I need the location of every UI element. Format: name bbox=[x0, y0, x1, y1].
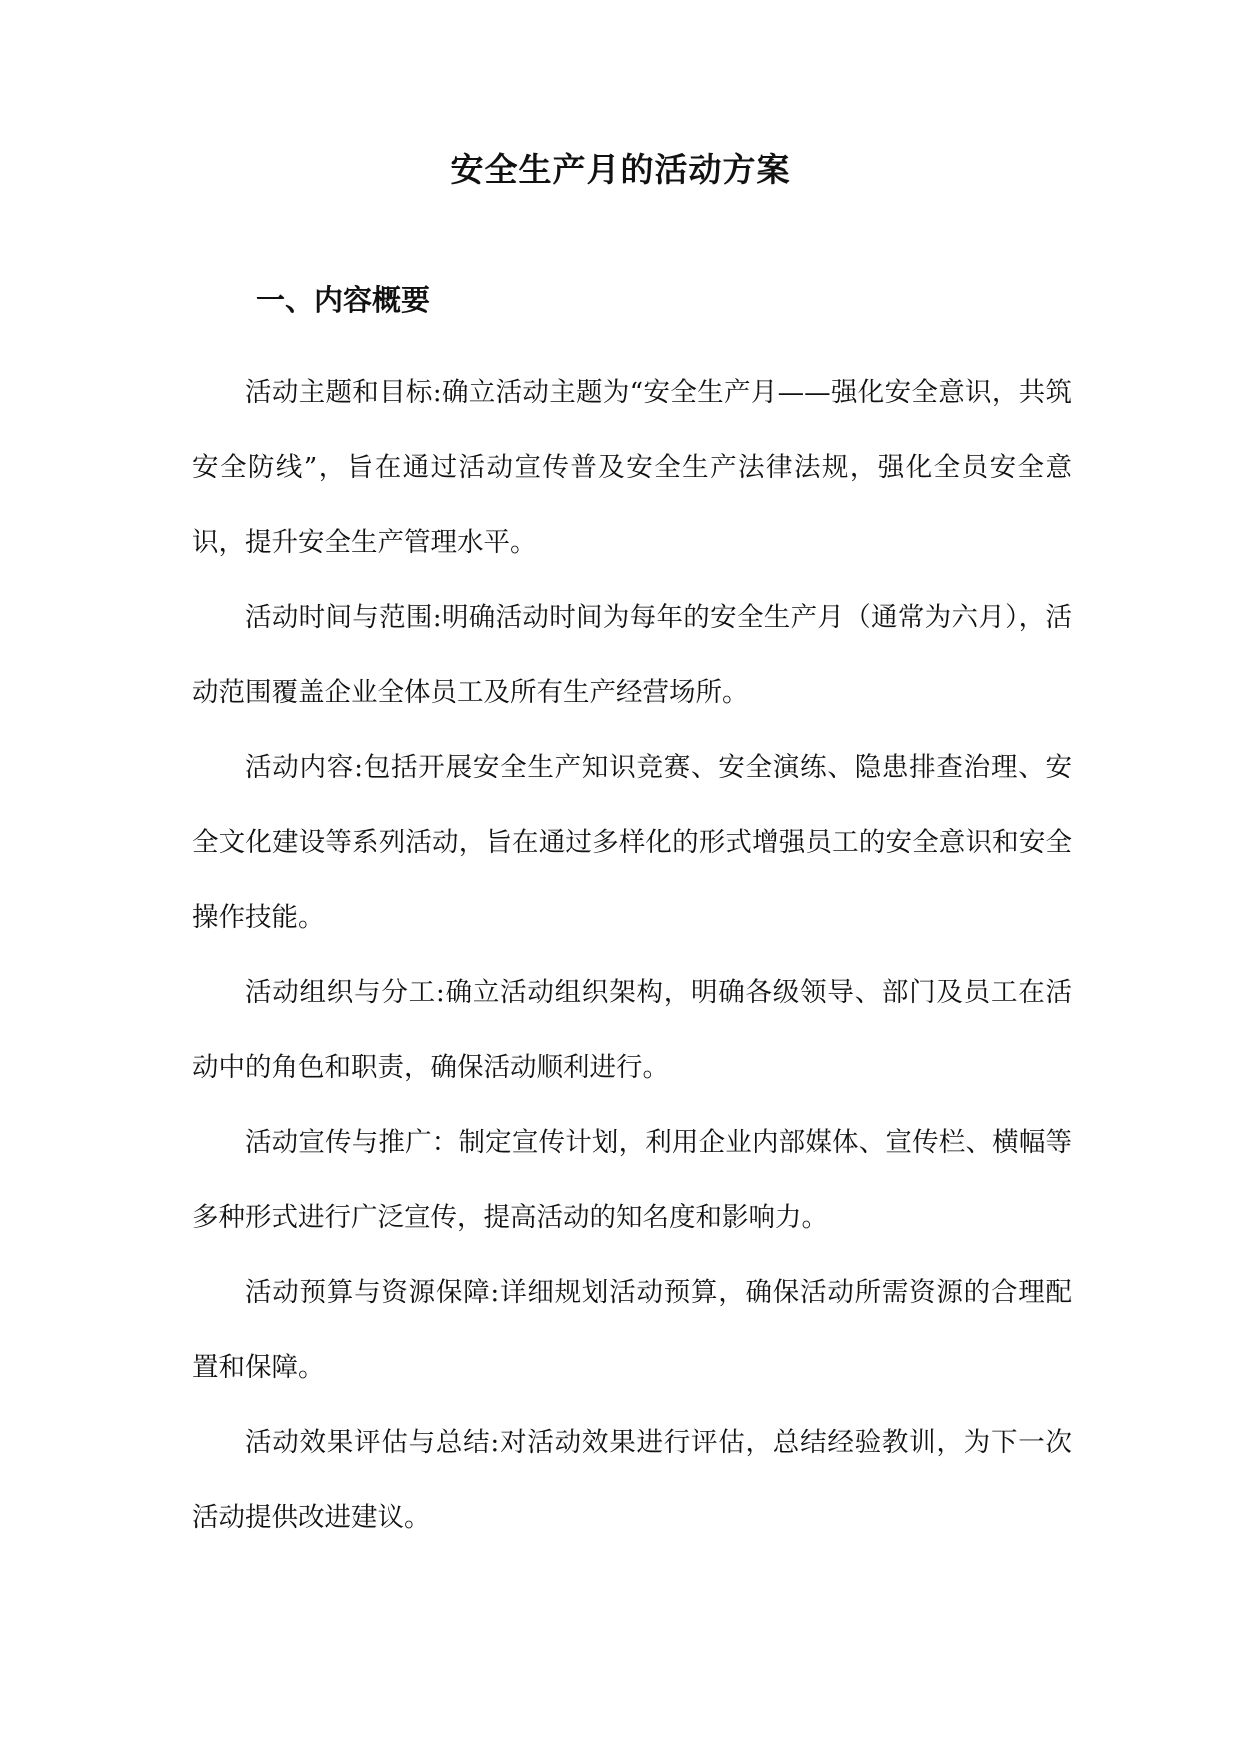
paragraph-organization: 活动组织与分工:确立活动组织架构，明确各级领导、部门及员工在活动中的角色和职责，确保活动顺利进行。 bbox=[192, 977, 1072, 1083]
paragraph-content: 活动内容:包括开展安全生产知识竞赛、安全演练、隐患排查治理、安全文化建设等系列活动，旨在通过多样化的形式增强员工的安全意识和安全操作技能。 bbox=[192, 752, 1072, 933]
document-body bbox=[192, 355, 1072, 1555]
section-heading: 一、内容概要 bbox=[256, 283, 431, 317]
paragraph-promotion: 活动宣传与推广：制定宣传计划，利用企业内部媒体、宣传栏、横幅等多种形式进行广泛宣传，提高活动的知名度和影响力。 bbox=[192, 1127, 1072, 1233]
paragraph-evaluation: 活动效果评估与总结:对活动效果进行评估，总结经验教训，为下一次活动提供改进建议。 bbox=[192, 1427, 1072, 1533]
document-title: 安全生产月的活动方案 bbox=[450, 150, 791, 189]
paragraph-time-scope: 活动时间与范围:明确活动时间为每年的安全生产月（通常为六月），活动范围覆盖企业全体员工及所有生产经营场所。 bbox=[192, 602, 1072, 708]
paragraph-theme: 活动主题和目标:确立活动主题为“安全生产月——强化安全意识，共筑安全防线”，旨在通过活动宣传普及安全生产法律法规，强化全员安全意识，提升安全生产管理水平。 bbox=[192, 377, 1072, 558]
paragraph-budget: 活动预算与资源保障:详细规划活动预算，确保活动所需资源的合理配置和保障。 bbox=[192, 1277, 1072, 1383]
